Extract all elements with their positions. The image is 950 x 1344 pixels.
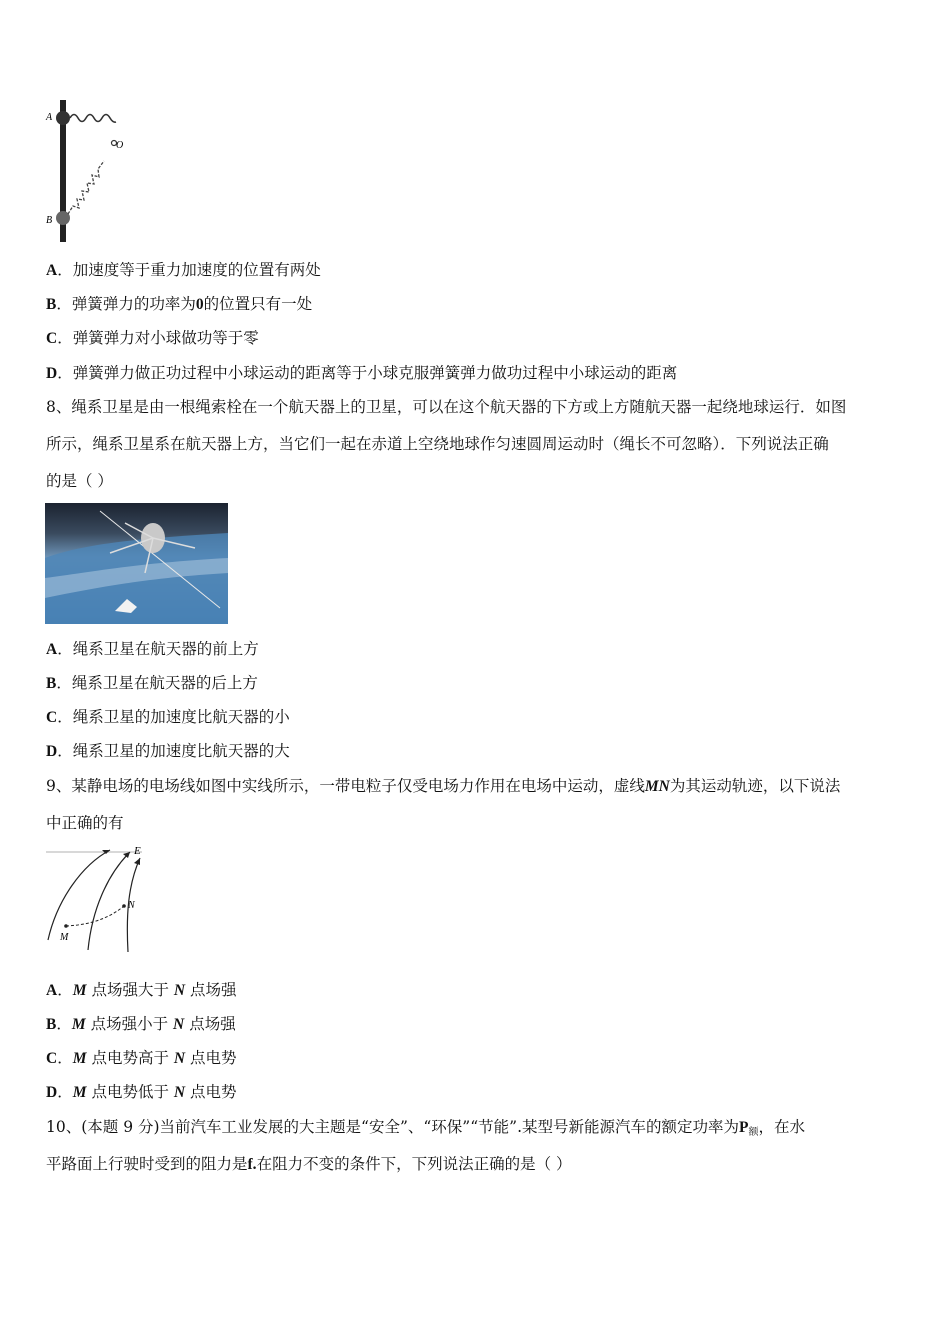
label-e: E [134, 845, 141, 857]
tethered-satellite-photo [45, 503, 228, 624]
label-a: A [46, 112, 53, 123]
q9-stem-line2: 中正确的有 [46, 814, 124, 832]
field-line-1 [48, 850, 110, 940]
q8-stem-line2: 所示，绳系卫星系在航天器上方，当它们一起在赤道上空绕地球作匀速圆周运动时（绳长不可忽略）．下列说法正确 [46, 435, 829, 453]
spring-diagonal [68, 161, 104, 214]
q10-stem-line2: 平路面上行驶时受到的阻力是f.在阻力不变的条件下，下列说法正确的是（ ） [46, 1155, 572, 1173]
electric-field-figure [42, 840, 152, 955]
ball-a [56, 111, 70, 125]
q9-option-a: A．M 点场强大于 N 点场强 [46, 981, 237, 999]
label-o: O [116, 140, 124, 151]
q8-stem-line1: 8、绳系卫星是由一根绳索栓在一个航天器上的卫星，可以在这个航天器的下方或上方随航天器一起绕地球运行．如图 [46, 398, 847, 416]
spring-horizontal [70, 115, 116, 123]
q9-option-c: C．M 点电势高于 N 点电势 [46, 1049, 237, 1067]
q8-option-b: B．绳系卫星在航天器的后上方 [46, 674, 258, 692]
q7-option-d: D．弹簧弹力做正功过程中小球运动的距离等于小球克服弹簧弹力做功过程中小球运动的距离 [46, 364, 678, 382]
point-n [122, 904, 126, 908]
rod-spring-figure [40, 98, 140, 246]
q9-option-d: D．M 点电势低于 N 点电势 [46, 1083, 237, 1101]
point-m [64, 924, 68, 928]
q7-option-b: B．弹簧弹力的功率为0的位置只有一处 [46, 295, 313, 313]
q10-stem-line1: 10、(本题 9 分)当前汽车工业发展的大主题是“安全”、“环保”“节能”.某型号新能源汽车的额定功率为$P_额$，在水 [46, 1118, 805, 1138]
q8-option-a: A．绳系卫星在航天器的前上方 [46, 640, 259, 658]
q8-option-d: D．绳系卫星的加速度比航天器的大 [46, 742, 290, 760]
q9-option-b: B．M 点场强小于 N 点场强 [46, 1015, 236, 1033]
q7-option-c: C．弹簧弹力对小球做功等于零 [46, 329, 259, 347]
field-line-2 [88, 852, 130, 950]
q9-stem-line1: 9、某静电场的电场线如图中实线所示，一带电粒子仅受电场力作用在电场中运动，虚线MN为其运动轨迹，以下说法 [46, 777, 841, 795]
trajectory-mn [66, 906, 124, 926]
arrow-3 [134, 858, 140, 865]
q7-option-a: A．加速度等于重力加速度的位置有两处 [46, 261, 321, 279]
label-m: M [60, 932, 69, 943]
q8-option-c: C．绳系卫星的加速度比航天器的小 [46, 708, 290, 726]
label-n: N [128, 900, 135, 911]
arrow-2 [123, 852, 130, 858]
label-b: B [46, 215, 53, 226]
q8-stem-line3: 的是（ ） [46, 472, 113, 490]
